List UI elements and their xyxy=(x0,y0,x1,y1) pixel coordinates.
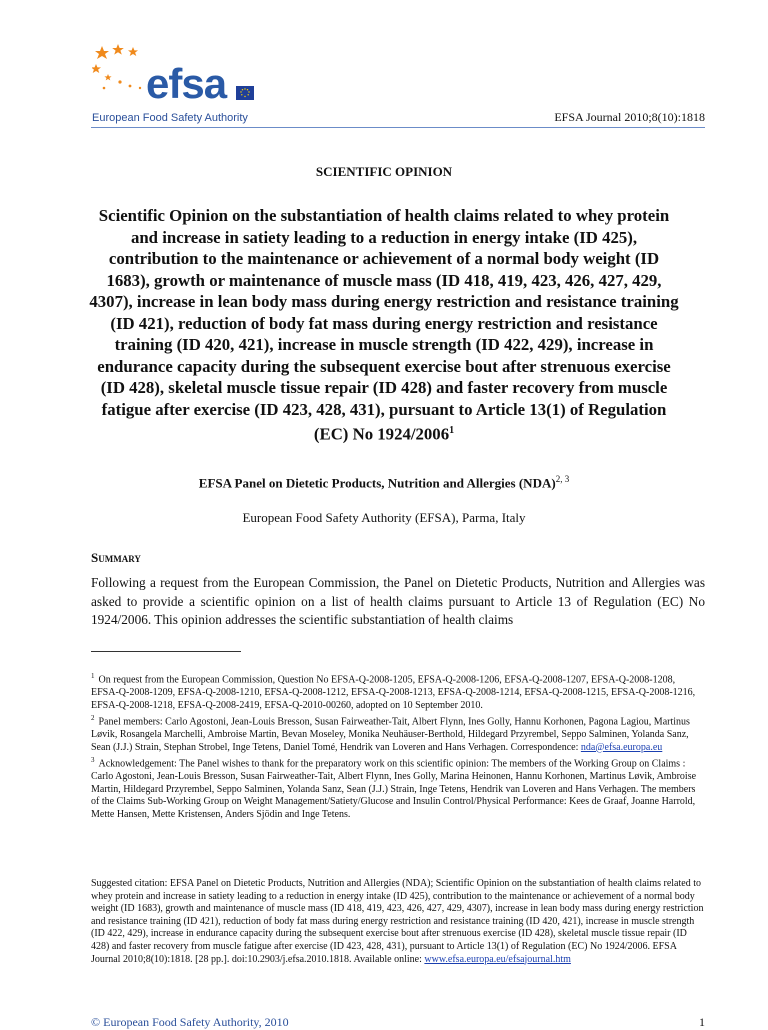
eu-flag-icon xyxy=(236,86,254,100)
journal-reference: EFSA Journal 2010;8(10):1818 xyxy=(554,110,705,124)
footnote-mark: 2 xyxy=(91,714,95,723)
footnote-3 xyxy=(91,754,705,821)
suggested-citation xyxy=(91,878,705,966)
document-title xyxy=(86,205,682,445)
footnote-mark: 1 xyxy=(91,672,95,680)
footnote-text: On request from the European Commission, Question No EFSA-Q-2008-1205, EFSA-Q-2008-1206, EFSA-Q-2008-1207, EFSA-Q-2008-1208, EFSA-Q-2008-1209, EFSA-Q-2008-1210, EFSA-Q-2008-1212, EFSA-Q-2008-1213, EFSA-Q-2008-1214, EFSA-Q-2008-1215, EFSA-Q-2008-1216, EFSA-Q-2008-1218, EFSA-Q-2008-2419, EFSA-Q-2010-00260, adopted on 10 September 2010. xyxy=(91,674,696,711)
logo-organisation-name: European Food Safety Authority xyxy=(92,112,248,124)
logo-wordmark: efsa xyxy=(146,60,227,107)
affiliation: European Food Safety Authority (EFSA), Parma, Italy xyxy=(242,510,526,525)
stars-icon xyxy=(92,44,152,94)
panel-name xyxy=(0,474,768,491)
footnote-text: Panel members: Carlo Agostoni, Jean-Louis Bresson, Susan Fairweather-Tait, Albert Flynn, Ines Golly, Hannu Korhonen, Pagona Lagiou, Martinus Løvik, Rosangela Marchelli, Ambroise Martin, Bevan Moseley, Monika Neuhäuser-Berthold, Hildegard Przyrembel, Seppo Salminen, Yolanda Sanz, Sean (J.J.) Strain, Stephan Strobel, Inge Tetens, Daniel Tomé, Hendrik van Loveren and Hans Verhagen. Correspondence: xyxy=(91,716,690,753)
footnote-1 xyxy=(91,670,705,712)
panel-footnote-marks: 2, 3 xyxy=(555,474,570,484)
footnote-divider xyxy=(91,651,241,652)
title-footnote-mark: 1 xyxy=(449,425,455,436)
panel-name-text: EFSA Panel on Dietetic Products, Nutrition and Allergies (NDA) xyxy=(198,475,556,491)
title-text: Scientific Opinion on the substantiation of health claims related to whey protein and increase in satiety leading to a reduction in energy intake (ID 425), contribution to the maintenance or achievement of a normal body weight (ID 1683), growth or maintenance of muscle mass (ID 418, 419, 423, 426, 427, 429, 4307), increase in lean body mass during energy restriction and resistance training (ID 421), reduction of body fat mass during energy restriction and resistance training (ID 420, 421), increase in muscle strength (ID 422, 429), increase in endurance capacity during the subsequent exercise bout after strenuous exercise (ID 428), skeletal muscle tissue repair (ID 428) and faster recovery from muscle fatigue after exercise (ID 423, 428, 431), pursuant to Article 13(1) of Regulation (EC) No 1924/2006 xyxy=(89,206,679,444)
summary-heading: Summary xyxy=(91,550,141,565)
correspondence-email-link[interactable]: nda@efsa.europa.eu xyxy=(580,741,663,753)
copyright-notice: © European Food Safety Authority, 2010 xyxy=(91,1015,289,1029)
footnotes xyxy=(91,670,705,822)
footnote-text: Acknowledgement: The Panel wishes to thank for the preparatory work on this scientific opinion: The members of the Working Group on Claims : Carlo Agostoni, Jean-Louis Bresson, Susan Fairweather-Tait, Albert Flynn, Ines Golly, Marina Heinonen, Hannu Korhonen, Martinus Løvik, Ambroise Martin, Hildegard Przyrembel, Seppo Salminen, Yolanda Sanz, Sean (J.J.) Strain, Inge Tetens, Hendrik van Loveren and Hans Verhagen. The members of the Claims Sub-Working Group on Weight Management/Satiety/Glucose and Insulin Control/Physical Performance: Kees de Graaf, Joanne Harrold, Mette Hansen, Mette Kristensen, Anders Sjödin and Inge Tetens. xyxy=(91,758,697,820)
summary-text: Following a request from the European Commission, the Panel on Dietetic Products, Nutrition and Allergies was asked to provide a scientific opinion on a list of health claims pursuant to Article 13 of Regulation (EC) No 1924/2006. This opinion addresses the scientific substantiation of health claims xyxy=(91,575,705,627)
section-label: SCIENTIFIC OPINION xyxy=(315,164,453,179)
citation-text: Suggested citation: EFSA Panel on Dietetic Products, Nutrition and Allergies (NDA); Scientific Opinion on the substantiation of health claims related to whey protein and increase in satiety leading to a reduction in energy intake (ID 425), contribution to the maintenance or achievement of a normal body weight (ID 1683), growth and maintenance of muscle mass (ID 418, 419, 423, 426, 427, 429, 4307), increase in lean body mass during energy restriction and resistance training (ID 421), reduction of body fat mass during energy restriction and resistance training (ID 420, 421), increase in muscle strength (ID 422, 429), increase in endurance capacity during the subsequent exercise bout after strenuous exercise (ID 428), skeletal muscle tissue repair (ID 428) and faster recovery from muscle fatigue after exercise (ID 423, 428, 431), pursuant to Article 13(1) of Regulation (EC) No 1924/2006. EFSA Journal 2010;8(10):1818. [28 pp.]. doi:10.2903/j.efsa.2010.1818. Available online: xyxy=(91,878,704,965)
page-number: 1 xyxy=(699,1015,705,1029)
header-divider xyxy=(91,127,705,128)
efsa-journal-link[interactable]: www.efsa.europa.eu/efsajournal.htm xyxy=(424,953,571,965)
footnote-mark: 3 xyxy=(91,756,95,765)
efsa-logo xyxy=(88,44,268,128)
footnote-2 xyxy=(91,712,705,754)
